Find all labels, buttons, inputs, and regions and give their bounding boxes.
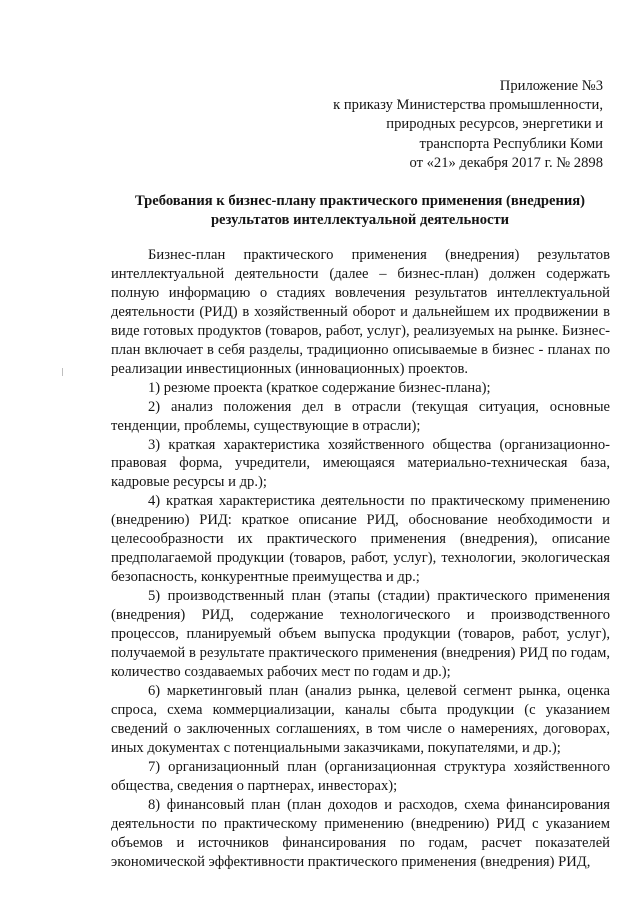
list-item: 8) финансовый план (план доходов и расходов, схема финансирования деятельности по практическому применению (внедрению) РИД с указанием объемов и источников финансирования по годам, расчет показателей экономической эффективности практического применения (внедрения) РИД, (111, 796, 610, 870)
title-line: результатов интеллектуальной деятельности (210, 212, 510, 229)
appendix-header (333, 77, 603, 173)
order-reference-line: к приказу Министерства промышленности, (333, 97, 603, 114)
order-reference-line: природных ресурсов, энергетики и (386, 116, 603, 133)
list-item: 6) маркетинговый план (анализ рынка, целевой сегмент рынка, оценка спроса, схема коммерциализации, каналы сбыта продукции (с указанием сведений о заключенных соглашениях, в том числе о намерениях, договорах, иных документах с потенциальными заказчиками, покупателями, и др.); (111, 682, 610, 756)
document-title (90, 192, 630, 230)
list-item: 2) анализ положения дел в отрасли (текущая ситуация, основные тенденции, проблемы, существующие в отрасли); (111, 398, 610, 434)
appendix-number: Приложение №3 (499, 78, 603, 94)
list-item: 5) производственный план (этапы (стадии) практического применения (внедрения) РИД, содержание технологического и производственного процессов, планируемый объем выпуска продукции (товаров, работ, услуг), получаемой в результате практического применения (внедрения) РИД по годам, количество создаваемых рабочих мест по годам и др.); (111, 588, 610, 680)
document-body (111, 246, 610, 871)
list-item: 7) организационный план (организационная структура хозяйственного общества, сведения о партнерах, инвесторах); (111, 758, 610, 794)
list-item: 4) краткая характеристика деятельности по практическому применению (внедрению) РИД: краткое описание РИД, обоснование необходимости и целесообразности их практического применения (внедрения), описание предполагаемой продукции (товаров, работ, услуг), технологии, экологическая безопасность, конкурентные преимущества и др.; (111, 493, 610, 586)
order-reference-line: транспорта Республики Коми (419, 135, 603, 152)
margin-mark (62, 368, 63, 376)
title-line: Требования к бизнес-плану практического применения (внедрения) (134, 193, 586, 209)
order-date-number: от «21» декабря 2017 г. № 2898 (409, 154, 603, 171)
list-item: 3) краткая характеристика хозяйственного общества (организационно-правовая форма, учредители, имеющаяся материально-техническая база, кадровые ресурсы и др.); (111, 436, 610, 491)
list-item: 1) резюме проекта (краткое содержание бизнес-плана); (148, 379, 491, 396)
intro-paragraph: Бизнес-план практического применения (внедрения) результатов интеллектуальной деятельности (далее – бизнес-план) должен содержать полную информацию о стадиях вовлечения результатов интеллектуальной деятельности (РИД) в хозяйственный оборот и дальнейшем их продвижении в виде готовых продуктов (товаров, работ, услуг), реализуемых на рынке. Бизнес-план включает в себя разделы, традиционно описываемые в бизнес - планах по реализации инвестиционных (инновационных) проектов. (111, 247, 610, 377)
